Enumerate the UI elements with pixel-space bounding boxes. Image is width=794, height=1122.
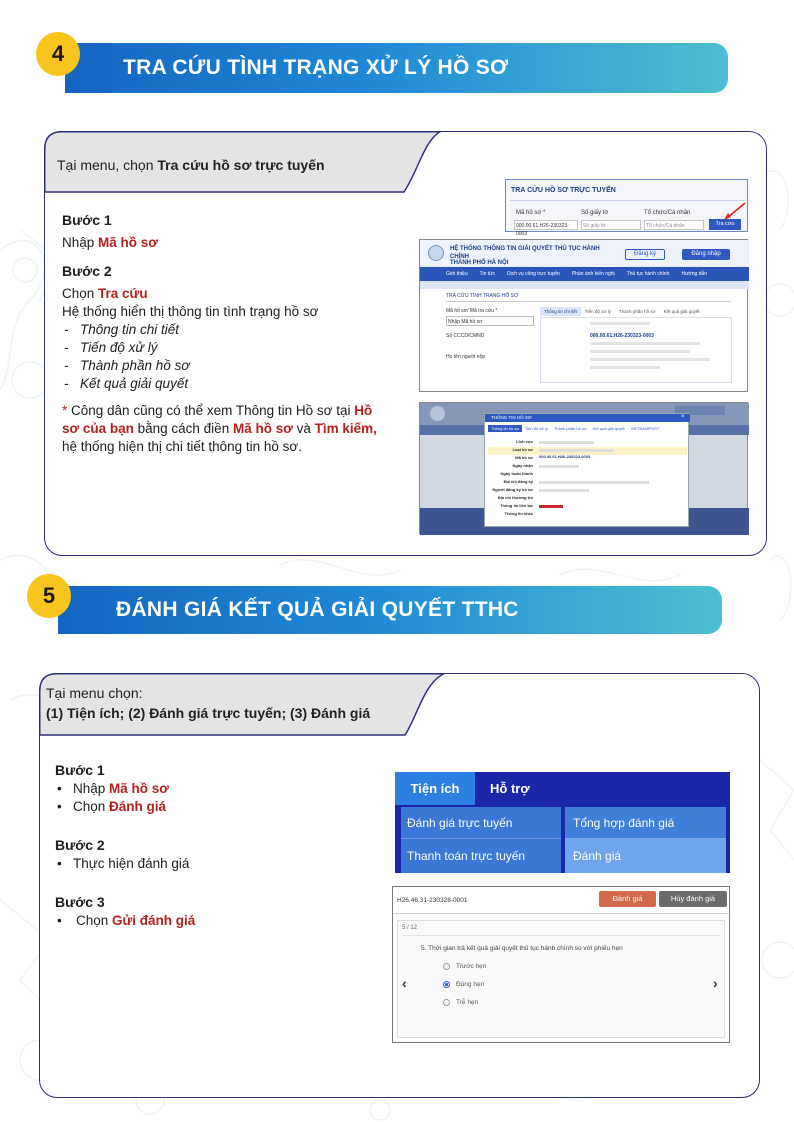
menu-screenshot [395, 772, 730, 873]
nav-item[interactable]: Phản ánh kiến nghị [571, 271, 615, 277]
list-item: • Chọn Đánh giá [57, 799, 167, 814]
portal-tabs [540, 307, 704, 316]
portal-header: HỆ THỐNG THÔNG TIN GIẢI QUYẾT THỦ TỤC HÀNH CHÍNH [450, 246, 600, 260]
tab-components[interactable]: Thành phần hồ sơ [618, 309, 656, 314]
s5-step2-heading: Bước 2 [55, 837, 105, 853]
portal-nav [420, 267, 749, 281]
cancel-rating-button[interactable]: Hủy đánh giá [659, 891, 727, 907]
s5-step3-heading: Bước 3 [55, 894, 105, 910]
lookup-box-screenshot [505, 179, 748, 237]
rating-code-input[interactable]: H26.46.31-230328-0001 [397, 897, 468, 904]
modal-screenshot [419, 402, 748, 534]
list-item: • Thực hiện đánh giá [57, 856, 190, 871]
nav-item[interactable]: Thủ tục hành chính [626, 271, 670, 277]
section5-intro: Tại menu chọn: (1) Tiện ích; (2) Đánh giá trực tuyến; (3) Đánh giá [46, 685, 371, 721]
login-button[interactable]: Đăng nhập [682, 249, 730, 260]
rate-button[interactable]: Đánh giá [599, 891, 656, 907]
modal-close-icon[interactable]: × [681, 414, 685, 420]
rating-screenshot [392, 886, 730, 1043]
step2-line2: Hệ thống hiển thị thông tin tình trạng hồ sơ [62, 304, 319, 319]
list-item: - Thành phần hồ sơ [64, 358, 190, 373]
menu-item-online-rating[interactable]: Đánh giá trực tuyến [401, 807, 561, 839]
section4-header-bar [65, 43, 728, 93]
radio-early[interactable]: Trước hẹn [443, 963, 486, 970]
radio-late[interactable]: Trễ hẹn [443, 999, 478, 1006]
radio-icon [443, 999, 450, 1006]
step2-list [62, 321, 392, 393]
rating-question: 5. Thời gian trả kết quả giải quyết thủ tục hành chính so với phiếu hẹn [421, 945, 623, 952]
tab-detail[interactable]: Thông tin chi tiết [540, 307, 581, 316]
modal-tab[interactable]: Tiến độ xử lý [524, 426, 548, 431]
submenu-rating[interactable]: Đánh giá [565, 839, 726, 873]
modal-record-code: 000.00.61.H26-230323-0003 [539, 454, 591, 459]
rating-progress: 5 / 12 [402, 925, 418, 931]
lookup-col-paper: Số giấy tờ [581, 210, 609, 216]
section4-title: TRA CỨU TÌNH TRẠNG XỬ LÝ HỒ SƠ [123, 56, 509, 79]
modal-title: THÔNG TIN HỒ SƠ [491, 415, 532, 420]
portal-field-id-label: Số CCCD/CMND [446, 333, 485, 339]
step1-heading: Bước 1 [62, 212, 112, 228]
modal-rows: Lĩnh vực Loại hồ sơ Mã hồ sơ Ngày nhận Ngày hoàn thành Địa chỉ đăng ký Người đăng ký hồ sơ Địa chỉ thường trú Thông tin liên lạc Thông tin khác [492, 439, 533, 516]
list-item: - Tiến độ xử lý [64, 340, 158, 355]
section4-note: * Công dân cũng có thể xem Thông tin Hồ sơ tại Hồ sơ của bạn bằng cách điền Mã hồ sơ và Tìm kiếm, hệ thống hiện thị chi tiết thông tin hồ sơ. [62, 403, 377, 454]
lookup-org-input[interactable]: Tổ chức/Cá nhân [644, 220, 704, 230]
lookup-code-input[interactable]: 000.00.61.H26-230323-0003 [514, 220, 578, 230]
list-item: • Nhập Mã hồ sơ [57, 781, 169, 796]
lookup-paper-input[interactable]: Số giấy tờ [581, 220, 641, 230]
s5-step1-heading: Bước 1 [55, 762, 105, 778]
menu-item-online-payment[interactable]: Thanh toán trực tuyến [401, 839, 561, 873]
menu-tab-utilities[interactable]: Tiện ích [395, 772, 475, 805]
modal-tab[interactable]: VIETNAMPOST [630, 426, 660, 431]
portal-subheader: THÀNH PHỐ HÀ NỘI [450, 260, 509, 266]
radio-icon [443, 963, 450, 970]
tab-progress[interactable]: Tiến độ xử lý [585, 309, 611, 314]
modal-logo-icon [430, 406, 445, 421]
step2-line1: Chọn Tra cứu [62, 286, 148, 301]
lookup-col-code: Mã hồ sơ * [516, 210, 546, 216]
portal-section-title: TRA CỨU TÌNH TRẠNG HỒ SƠ [446, 293, 519, 299]
modal-tabs [488, 425, 662, 432]
register-button[interactable]: Đăng ký [625, 249, 665, 260]
list-item: - Kết quả giải quyết [64, 376, 189, 391]
section4-number-badge: 4 [36, 32, 80, 76]
tab-result[interactable]: Kết quả giải quyết [663, 309, 700, 314]
list-item: • Chọn Gửi đánh giá [57, 913, 196, 928]
lookup-col-org: Tổ chức/Cá nhân [644, 210, 691, 216]
radio-ontime[interactable]: Đúng hẹn [443, 981, 484, 988]
portal-field-name-label: Họ tên người nộp [446, 354, 486, 360]
submenu-rating-summary[interactable]: Tổng hợp đánh giá [565, 807, 726, 839]
section5-header-bar [58, 586, 722, 634]
portal-field-code-input[interactable]: Nhập Mã hồ sơ [446, 316, 534, 326]
menu-tab-support[interactable]: Hỗ trợ [490, 781, 530, 796]
section4-intro: Tại menu, chọn Tra cứu hồ sơ trực tuyến [57, 157, 325, 173]
portal-screenshot [419, 239, 748, 392]
lookup-box-title: TRA CỨU HỒ SƠ TRỰC TUYẾN [511, 187, 616, 194]
pointer-arrow-icon [721, 202, 747, 222]
section4-steps [62, 205, 392, 456]
nav-item[interactable]: Tin tức [479, 271, 496, 277]
nav-item[interactable]: Dịch vụ công trực tuyến [507, 271, 560, 277]
radio-selected-icon [443, 981, 450, 988]
portal-logo-icon [428, 245, 444, 261]
section5-number-badge: 5 [27, 574, 71, 618]
modal-tab[interactable]: Thành phần hồ sơ [553, 426, 587, 431]
section5-steps [55, 755, 355, 930]
modal-tab[interactable]: Kết quả giải quyết [592, 426, 625, 431]
list-item: - Thông tin chi tiết [64, 322, 180, 337]
prev-arrow-icon[interactable]: ‹ [402, 975, 407, 991]
portal-record-code: 000.00.61.H26-230323-0003 [590, 333, 654, 339]
nav-item[interactable]: Hướng dẫn [681, 271, 707, 277]
intro-menu-path: (1) Tiện ích; (2) Đánh giá trực tuyến; (3) Đánh giá [46, 705, 371, 721]
portal-field-code-label: Mã hồ sơ/ Mã tra cứu * [446, 308, 498, 314]
lookup-search-button[interactable]: Tra cứu [709, 219, 741, 230]
nav-item[interactable]: Giới thiệu [446, 271, 468, 277]
step1-text: Nhập Mã hồ sơ [62, 235, 158, 250]
modal-tab[interactable]: Thông tin hồ sơ [488, 425, 522, 432]
section5-title: ĐÁNH GIÁ KẾT QUẢ GIẢI QUYẾT TTHC [116, 598, 519, 621]
step2-heading: Bước 2 [62, 263, 112, 279]
next-arrow-icon[interactable]: › [713, 975, 718, 991]
intro-menu-name: Tra cứu hồ sơ trực tuyến [157, 157, 325, 173]
